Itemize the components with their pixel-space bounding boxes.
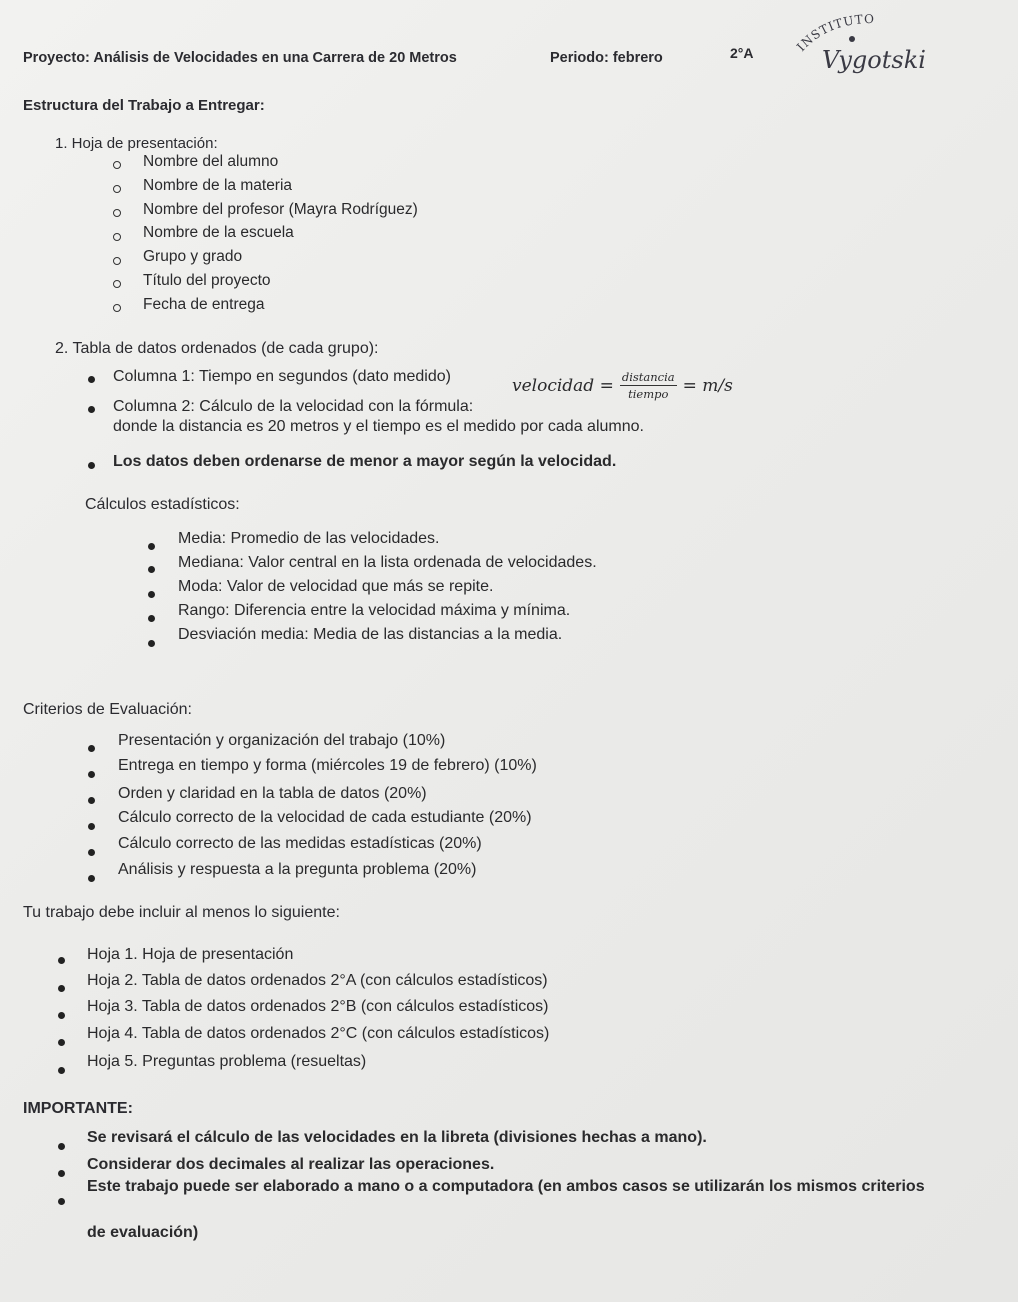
list-marker bbox=[113, 185, 121, 193]
stat-item: Mediana: Valor central en la lista ordenada de velocidades. bbox=[178, 554, 597, 571]
bullet-icon bbox=[88, 875, 95, 882]
criteria-item: Entrega en tiempo y forma (miércoles 19 de febrero) (10%) bbox=[118, 757, 537, 774]
bullet-icon bbox=[88, 462, 95, 469]
include-item: Hoja 4. Tabla de datos ordenados 2°C (con cálculos estadísticos) bbox=[87, 1025, 550, 1042]
bullet-icon bbox=[148, 591, 155, 598]
list-marker bbox=[113, 233, 121, 241]
include-item: Hoja 1. Hoja de presentación bbox=[87, 946, 294, 963]
bullet-icon bbox=[58, 957, 65, 964]
list-item: Nombre de la materia bbox=[143, 177, 293, 194]
formula-numerator: distancia bbox=[621, 370, 675, 384]
list-marker bbox=[113, 209, 121, 217]
bullet-icon bbox=[58, 1039, 65, 1046]
project-title: Proyecto: Análisis de Velocidades en una Carrera de 20 Metros bbox=[23, 50, 457, 66]
stats-title: Cálculos estadísticos: bbox=[85, 496, 240, 513]
bullet-icon bbox=[88, 406, 95, 413]
group-label: 2°A bbox=[730, 45, 754, 61]
list-marker bbox=[113, 257, 121, 265]
structure-heading: Estructura del Trabajo a Entregar: bbox=[23, 97, 265, 114]
criteria-item: Análisis y respuesta a la pregunta problema (20%) bbox=[118, 861, 477, 878]
column1-description: Columna 1: Tiempo en segundos (dato medido) bbox=[113, 368, 451, 385]
list-item: Título del proyecto bbox=[143, 272, 271, 289]
logo-name: Vygotski bbox=[822, 46, 926, 74]
section1-title: 1. Hoja de presentación: bbox=[55, 135, 218, 152]
criteria-item: Orden y claridad en la tabla de datos (20%) bbox=[118, 785, 427, 802]
bullet-icon bbox=[58, 1012, 65, 1019]
bullet-icon bbox=[88, 823, 95, 830]
bullet-icon bbox=[88, 849, 95, 856]
bullet-icon bbox=[88, 376, 95, 383]
formula-denominator: tiempo bbox=[628, 387, 669, 401]
bullet-icon bbox=[148, 566, 155, 573]
criteria-item: Cálculo correcto de la velocidad de cada estudiante (20%) bbox=[118, 809, 532, 826]
bullet-icon bbox=[88, 797, 95, 804]
bullet-icon bbox=[58, 1170, 65, 1177]
important-title: IMPORTANTE: bbox=[23, 1100, 133, 1117]
order-note: Los datos deben ordenarse de menor a mayor según la velocidad. bbox=[113, 453, 617, 470]
include-item: Hoja 5. Preguntas problema (resueltas) bbox=[87, 1053, 367, 1070]
logo-arc-text: INSTITUTO bbox=[793, 12, 875, 54]
list-item: Nombre del alumno bbox=[143, 153, 279, 170]
bullet-icon bbox=[58, 1143, 65, 1150]
bullet-icon bbox=[58, 1067, 65, 1074]
important-item: Este trabajo puede ser elaborado a mano o a computadora (en ambos casos se utilizarán los mismos criterios bbox=[87, 1178, 925, 1195]
velocity-formula bbox=[512, 370, 733, 401]
bullet-icon bbox=[88, 745, 95, 752]
stat-item: Moda: Valor de velocidad que más se repite. bbox=[178, 578, 494, 595]
column2-description: Columna 2: Cálculo de la velocidad con la fórmula: bbox=[113, 398, 474, 415]
list-marker bbox=[113, 280, 121, 288]
important-item: Considerar dos decimales al realizar las operaciones. bbox=[87, 1156, 495, 1173]
bullet-icon bbox=[58, 985, 65, 992]
important-item-continuation: de evaluación) bbox=[87, 1224, 199, 1241]
bullet-icon bbox=[88, 771, 95, 778]
important-item: Se revisará el cálculo de las velocidades en la libreta (divisiones hechas a mano). bbox=[87, 1129, 707, 1146]
list-item: Nombre del profesor (Mayra Rodríguez) bbox=[143, 201, 418, 218]
list-item: Nombre de la escuela bbox=[143, 224, 294, 241]
school-logo bbox=[792, 10, 942, 80]
formula-units: = m/s bbox=[682, 375, 733, 396]
stat-item: Media: Promedio de las velocidades. bbox=[178, 530, 440, 547]
list-marker bbox=[113, 161, 121, 169]
include-item: Hoja 2. Tabla de datos ordenados 2°A (con cálculos estadísticos) bbox=[87, 972, 548, 989]
section2-title: 2. Tabla de datos ordenados (de cada grupo): bbox=[55, 340, 379, 357]
formula-fraction bbox=[620, 370, 677, 401]
stat-item: Desviación media: Media de las distancias a la media. bbox=[178, 626, 563, 643]
criteria-item: Presentación y organización del trabajo (10%) bbox=[118, 732, 446, 749]
list-item: Fecha de entrega bbox=[143, 296, 265, 313]
bullet-icon bbox=[148, 640, 155, 647]
stat-item: Rango: Diferencia entre la velocidad máxima y mínima. bbox=[178, 602, 571, 619]
include-title: Tu trabajo debe incluir al menos lo siguiente: bbox=[23, 904, 340, 921]
list-marker bbox=[113, 304, 121, 312]
list-item: Grupo y grado bbox=[143, 248, 243, 265]
include-item: Hoja 3. Tabla de datos ordenados 2°B (con cálculos estadísticos) bbox=[87, 998, 549, 1015]
period-label: Periodo: febrero bbox=[550, 50, 663, 66]
bullet-icon bbox=[148, 543, 155, 550]
bullet-icon bbox=[58, 1198, 65, 1205]
criteria-item: Cálculo correcto de las medidas estadísticas (20%) bbox=[118, 835, 482, 852]
bullet-icon bbox=[148, 615, 155, 622]
distance-note: donde la distancia es 20 metros y el tiempo es el medido por cada alumno. bbox=[113, 418, 644, 435]
criteria-title: Criterios de Evaluación: bbox=[23, 701, 192, 718]
formula-lhs: velocidad = bbox=[512, 375, 614, 396]
